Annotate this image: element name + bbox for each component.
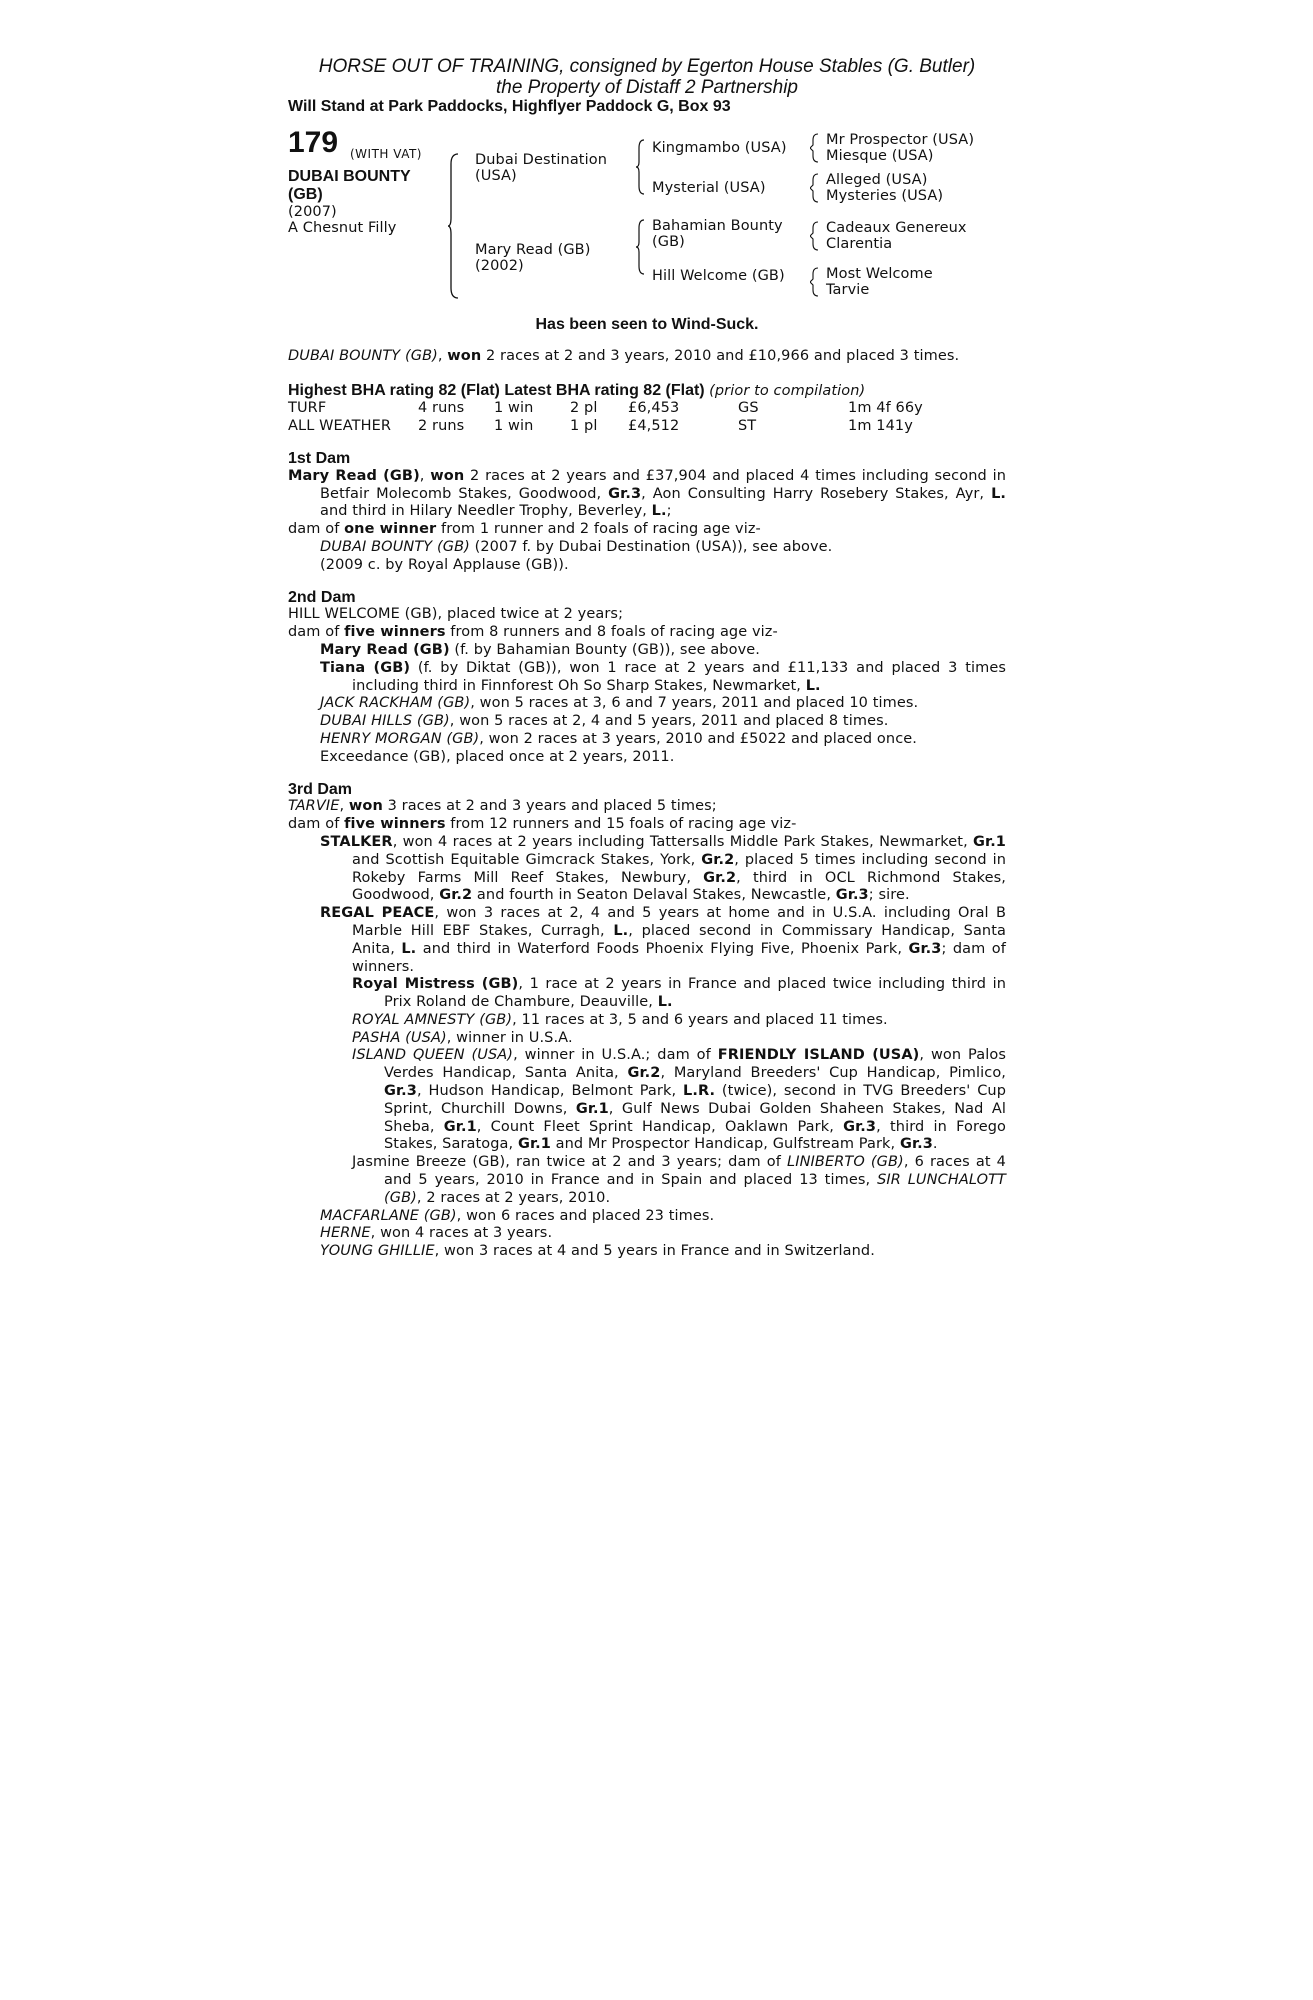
- dam-sire-country: (GB): [652, 234, 685, 250]
- dsd: Clarentia: [826, 236, 893, 252]
- header-property: the Property of Distaff 2 Partnership: [495, 77, 799, 98]
- dds: Most Welcome: [826, 266, 933, 282]
- horse-year: (2007): [288, 204, 337, 220]
- produce-regal-peace: REGAL PEACE, won 3 races at 2, 4 and 5 years at home and in U.S.A. including Oral B Marble Hill EBF Stakes, Curragh, L., placed second in Commissary Handicap, Santa Anita, L. and third in Waterford Foods Phoenix Flying Five, Phoenix Park, Gr.3; dam of winners.: [320, 905, 1006, 975]
- ddd: Tarvie: [826, 282, 870, 298]
- second-dam-heading: 2nd Dam: [288, 588, 356, 606]
- sss: Mr Prospector (USA): [826, 132, 975, 148]
- header-stand: Will Stand at Park Paddocks, Highflyer Paddock G, Box 93: [288, 98, 731, 115]
- dam-name: Mary Read (GB): [475, 242, 591, 258]
- brace-dd: [810, 266, 820, 298]
- sire-dam: Mysterial (USA): [652, 180, 766, 196]
- horse-country: (GB): [288, 186, 323, 203]
- third-dam-record: TARVIE, won 3 races at 2 and 3 years and placed 5 times;: [288, 798, 717, 815]
- stats-row-turf: TURF 4 runs 1 win 2 pl £6,453 GS 1m 4f 66y: [288, 400, 923, 417]
- pedigree-brace-main: [448, 152, 460, 300]
- catalogue-page: [288, 56, 1006, 1261]
- second-dam-produce-1: Mary Read (GB) (f. by Bahamian Bounty (GB)), see above.: [320, 641, 760, 658]
- dss: Cadeaux Genereux: [826, 220, 967, 236]
- vat-note: (WITH VAT): [350, 147, 422, 161]
- lot-number: 179: [288, 126, 339, 159]
- third-dam-heading: 3rd Dam: [288, 780, 353, 798]
- stats-row-all-weather: ALL WEATHER 2 runs 1 win 1 pl £4,512 ST 1m 141y: [288, 418, 913, 435]
- sds: Alleged (USA): [826, 172, 928, 188]
- ssd: Miesque (USA): [826, 148, 934, 164]
- second-dam-produce-6: Exceedance (GB), placed once at 2 years, 2011.: [320, 748, 675, 765]
- second-dam-produce-3: JACK RACKHAM (GB), won 5 races at 3, 6 and 7 years, 2011 and placed 10 times.: [320, 695, 919, 712]
- produce-herne: HERNE, won 4 races at 3 years.: [320, 1225, 553, 1242]
- produce-royal-mistress: Royal Mistress (GB), 1 race at 2 years in France and placed twice including third in Prix Roland de Chambure, Deauville, L.: [352, 976, 1006, 1011]
- sire-sire: Kingmambo (USA): [652, 140, 787, 156]
- second-dam-produce-4: DUBAI HILLS (GB), won 5 races at 2, 4 and 5 years, 2011 and placed 8 times.: [320, 713, 889, 730]
- first-dam-heading: 1st Dam: [288, 449, 351, 467]
- produce-macfarlane: MACFARLANE (GB), won 6 races and placed 23 times.: [320, 1207, 715, 1224]
- dam-year: (2002): [475, 258, 524, 274]
- produce-stalker: STALKER, won 4 races at 2 years including Tattersalls Middle Park Stakes, Newmarket, Gr.1 and Scottish Equitable Gimcrack Stakes, York, Gr.2, placed 5 times including second in Rokeby Farms Mill Reef Stakes, Newbury, Gr.2, third in OCL Richmond Stakes, Goodwood, Gr.2 and fourth in Seaton Delaval Stakes, Newcastle, Gr.3; sire.: [320, 833, 1006, 904]
- first-dam-produce-1: DUBAI BOUNTY (GB) (2007 f. by Dubai Destination (USA)), see above.: [320, 538, 833, 555]
- first-dam-produce: dam of one winner from 1 runner and 2 foals of racing age viz-: [288, 521, 761, 538]
- produce-island-queen: ISLAND QUEEN (USA), winner in U.S.A.; dam of FRIENDLY ISLAND (USA), won Palos Verdes Handicap, Santa Anita, Gr.2, Maryland Breeders' Cup Handicap, Pimlico, Gr.3, Hudson Handicap, Belmont Park, L.R. (twice), second in TVG Breeders' Cup Sprint, Churchill Downs, Gr.1, Gulf News Dubai Golden Shaheen Stakes, Nad Al Sheba, Gr.1, Count Fleet Sprint Handicap, Oaklawn Park, Gr.3, third in Forego Stakes, Saratoga, Gr.1 and Mr Prospector Handicap, Gulfstream Park, Gr.3.: [352, 1047, 1007, 1153]
- produce-pasha: PASHA (USA), winner in U.S.A.: [352, 1029, 573, 1046]
- brace-sd: [810, 172, 820, 204]
- brace-ds: [810, 220, 820, 252]
- sire-name: Dubai Destination: [475, 152, 607, 168]
- first-dam-produce-2: (2009 c. by Royal Applause (GB)).: [320, 556, 569, 573]
- produce-royal-amnesty: ROYAL AMNESTY (GB), 11 races at 3, 5 and 6 years and placed 11 times.: [352, 1011, 888, 1028]
- sire-country: (USA): [475, 168, 517, 184]
- second-dam-record: HILL WELCOME (GB), placed twice at 2 years;: [288, 606, 624, 623]
- produce-young-ghillie: YOUNG GHILLIE, won 3 races at 4 and 5 years in France and in Switzerland.: [320, 1243, 875, 1260]
- third-dam-produce: dam of five winners from 12 runners and 15 foals of racing age viz-: [288, 816, 797, 833]
- horse-name: DUBAI BOUNTY: [288, 168, 411, 185]
- horse-description: A Chesnut Filly: [288, 220, 397, 236]
- wind-suck-note: Has been seen to Wind-Suck.: [535, 316, 759, 333]
- dam-sire: Bahamian Bounty: [652, 218, 783, 234]
- brace-ss: [810, 132, 820, 164]
- pedigree-brace-sire: [636, 138, 646, 196]
- first-dam-record: Mary Read (GB), won 2 races at 2 years and £37,904 and placed 4 times including second in Betfair Molecomb Stakes, Goodwood, Gr.3, Aon Consulting Harry Rosebery Stakes, Ayr, L. and third in Hilary Needler Trophy, Beverley, L.;: [288, 467, 1007, 520]
- bha-ratings: Highest BHA rating 82 (Flat) Latest BHA rating 82 (Flat) (prior to compilation): [288, 381, 866, 399]
- second-dam-produce: dam of five winners from 8 runners and 8 foals of racing age viz-: [288, 624, 778, 641]
- produce-jasmine-breeze: Jasmine Breeze (GB), ran twice at 2 and 3 years; dam of LINIBERTO (GB), 6 races at 4 and 5 years, 2010 in France and in Spain and placed 13 times, SIR LUNCHALOTT (GB), 2 races at 2 years, 2010.: [352, 1154, 1007, 1206]
- second-dam-produce-5: HENRY MORGAN (GB), won 2 races at 3 years, 2010 and £5022 and placed once.: [320, 730, 917, 747]
- sdd: Mysteries (USA): [826, 188, 944, 204]
- pedigree-brace-dam: [636, 218, 646, 276]
- pedigree-table: [288, 126, 1006, 312]
- second-dam-produce-2: Tiana (GB) (f. by Diktat (GB)), won 1 race at 2 years and £11,133 and placed 3 times including third in Finnforest Oh So Sharp Stakes, Newmarket, L.: [320, 659, 1007, 694]
- race-summary: DUBAI BOUNTY (GB), won 2 races at 2 and 3 years, 2010 and £10,966 and placed 3 times.: [288, 347, 960, 364]
- header-consignor: HORSE OUT OF TRAINING, consigned by Egerton House Stables (G. Butler): [318, 56, 976, 77]
- dam-dam: Hill Welcome (GB): [652, 268, 785, 284]
